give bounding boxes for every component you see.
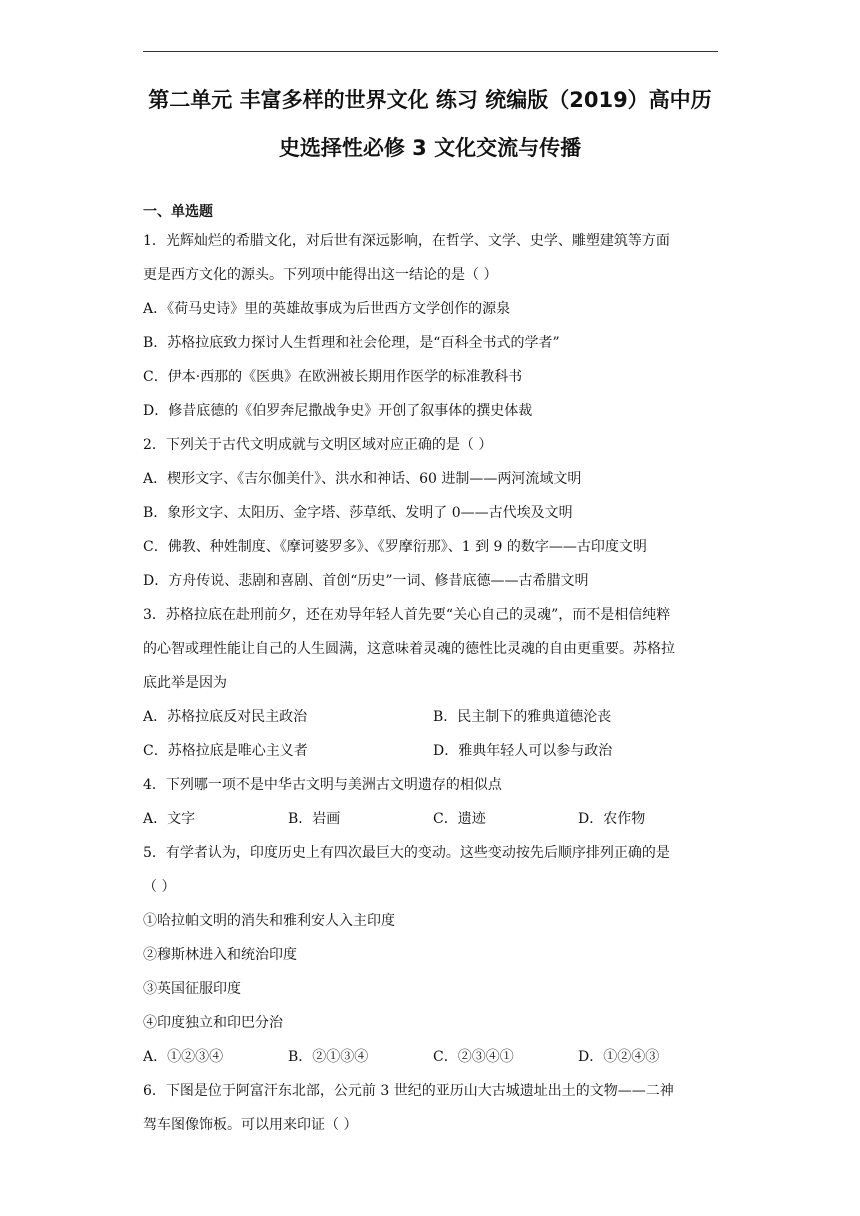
question-3-options-row-2 bbox=[143, 734, 723, 768]
question-3-option-a: A．苏格拉底反对民主政治 bbox=[143, 709, 308, 725]
question-3-stem-line-3: 底此举是因为 bbox=[143, 675, 227, 691]
question-5-stem-line-2: （ ） bbox=[143, 879, 176, 895]
question-1-option-c: C．伊本·西那的《医典》在欧洲被长期用作医学的标准教科书 bbox=[143, 369, 523, 385]
question-3-option-c: C．苏格拉底是唯心主义者 bbox=[143, 743, 308, 759]
question-3-options-row-1 bbox=[143, 700, 723, 734]
question-5-options-row bbox=[143, 1040, 723, 1074]
question-2-stem: 2．下列关于古代文明成就与文明区域对应正确的是（ ） bbox=[143, 437, 493, 453]
question-6-stem-line-1: 6．下图是位于阿富汗东北部，公元前 3 世纪的亚历山大古城遗址出土的文物——二神 bbox=[143, 1083, 674, 1099]
question-4-option-c: C．遗迹 bbox=[433, 811, 486, 827]
question-5-item-2: ②穆斯林进入和统治印度 bbox=[143, 947, 297, 963]
question-5-option-d: D．①②④③ bbox=[578, 1049, 660, 1065]
question-3-stem-line-2: 的心智或理性能让自己的人生圆满，这意味着灵魂的德性比灵魂的自由更重要。苏格拉 bbox=[143, 641, 675, 657]
question-5-option-a: A．①②③④ bbox=[143, 1049, 224, 1065]
question-6-stem-line-2: 驾车图像饰板。可以用来印证（ ） bbox=[143, 1117, 358, 1133]
question-1-option-a: A．《荷马史诗》里的英雄故事成为后世西方文学创作的源泉 bbox=[143, 301, 511, 317]
question-4-options-row bbox=[143, 802, 723, 836]
question-5-item-3: ③英国征服印度 bbox=[143, 981, 241, 997]
question-4-option-b: B．岩画 bbox=[288, 811, 341, 827]
section-heading: 一、单选题 bbox=[143, 204, 213, 220]
question-3-option-b: B．民主制下的雅典道德沦丧 bbox=[433, 709, 612, 725]
title-line-2: 史选择性必修 3 文化交流与传播 bbox=[278, 136, 582, 160]
question-4-option-d: D．农作物 bbox=[578, 811, 646, 827]
question-list bbox=[143, 200, 723, 1142]
question-1-stem-line-2: 更是西方文化的源头。下列项中能得出这一结论的是（ ） bbox=[143, 267, 498, 283]
question-5-option-b: B．②①③④ bbox=[288, 1049, 369, 1065]
question-5-item-1: ①哈拉帕文明的消失和雅利安人入主印度 bbox=[143, 913, 395, 929]
question-4-option-a: A．文字 bbox=[143, 811, 196, 827]
question-3-stem-line-1: 3．苏格拉底在赴刑前夕，还在劝导年轻人首先要“关心自己的灵魂”，而不是相信纯粹 bbox=[143, 607, 671, 623]
question-5-stem-line-1: 5．有学者认为，印度历史上有四次最巨大的变动。这些变动按先后顺序排列正确的是 bbox=[143, 845, 670, 861]
title-line-1: 第二单元 丰富多样的世界文化 练习 统编版（2019）高中历 bbox=[148, 88, 712, 112]
question-4-stem: 4．下列哪一项不是中华古文明与美洲古文明遗存的相似点 bbox=[143, 777, 502, 793]
question-5-item-4: ④印度独立和印巴分治 bbox=[143, 1015, 283, 1031]
question-1-option-b: B．苏格拉底致力探讨人生哲理和社会伦理，是“百科全书式的学者” bbox=[143, 335, 560, 351]
question-1-option-d: D．修昔底德的《伯罗奔尼撒战争史》开创了叙事体的撰史体裁 bbox=[143, 403, 533, 419]
question-2-option-a: A．楔形文字、《吉尔伽美什》、洪水和神话、60 进制——两河流域文明 bbox=[143, 471, 582, 487]
page-title bbox=[120, 76, 740, 172]
question-2-option-b: B．象形文字、太阳历、金字塔、莎草纸、发明了 0——古代埃及文明 bbox=[143, 505, 573, 521]
question-3-option-d: D．雅典年轻人可以参与政治 bbox=[433, 743, 613, 759]
header-rule bbox=[143, 51, 718, 52]
question-1-stem-line-1: 1．光辉灿烂的希腊文化，对后世有深远影响，在哲学、文学、史学、雕塑建筑等方面 bbox=[143, 233, 670, 249]
question-5-option-c: C．②③④① bbox=[433, 1049, 514, 1065]
question-2-option-c: C．佛教、种姓制度、《摩诃婆罗多》、《罗摩衍那》、1 到 9 的数字——古印度文明 bbox=[143, 539, 647, 555]
question-2-option-d: D．方舟传说、悲剧和喜剧、首创“历史”一词、修昔底德——古希腊文明 bbox=[143, 573, 589, 589]
